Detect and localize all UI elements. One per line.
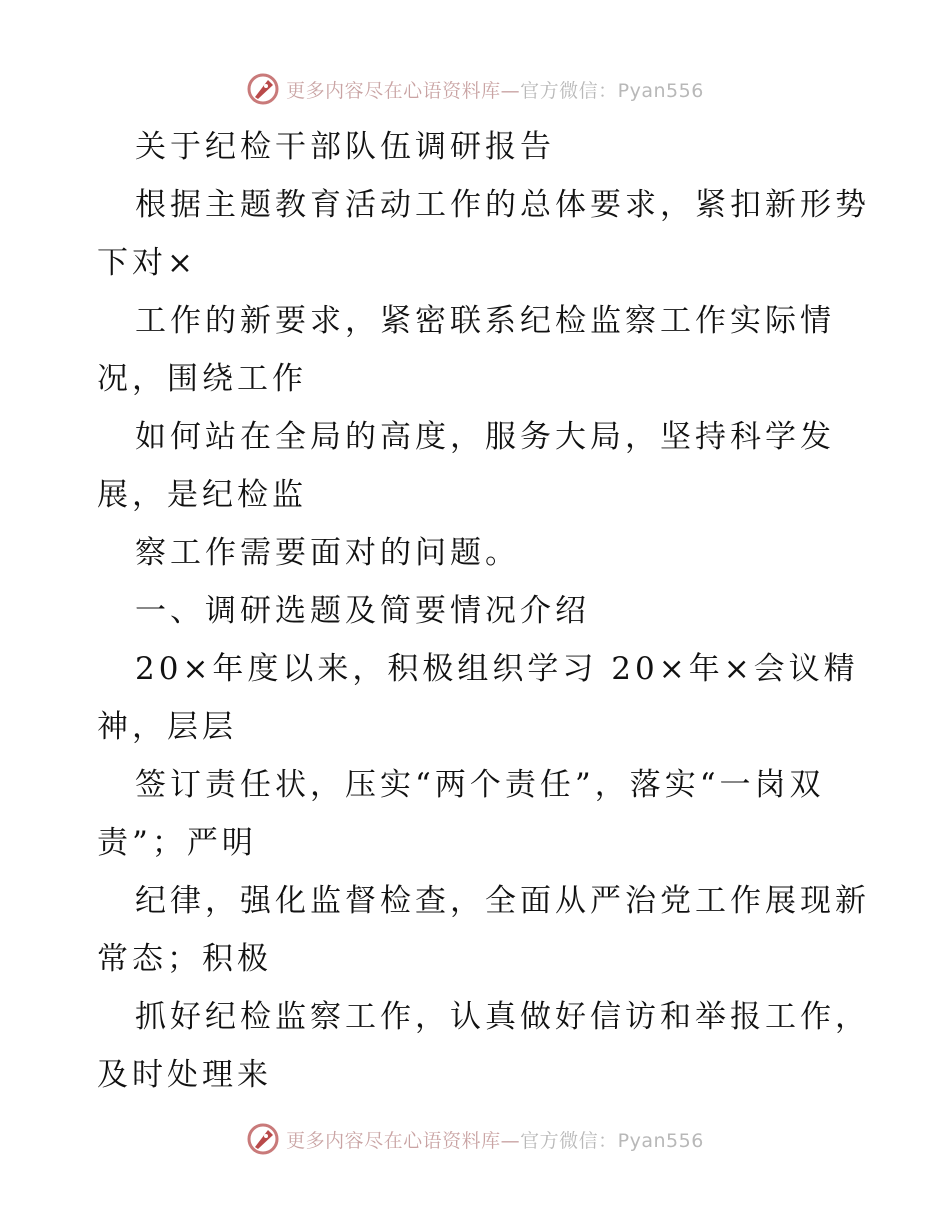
text-line: 常态；积极	[97, 941, 272, 977]
text-line: 根据主题教育活动工作的总体要求，紧扣新形势	[135, 187, 870, 223]
section-heading: 一、调研选题及简要情况介绍	[135, 593, 590, 629]
watermark-text: 更多内容尽在心语资料库—官方微信：Pyan556	[286, 79, 704, 102]
text-line: 况，围绕工作	[97, 361, 307, 397]
text-line: 如何站在全局的高度，服务大局，坚持科学发	[135, 419, 835, 455]
watermark-text: 更多内容尽在心语资料库—官方微信：Pyan556	[286, 1129, 704, 1152]
pen-nib-logo-icon	[246, 72, 280, 106]
text-line: 责”；严明	[97, 825, 257, 861]
pen-nib-logo-icon	[246, 1122, 280, 1156]
text-line: 工作的新要求，紧密联系纪检监察工作实际情	[135, 303, 835, 339]
header-watermark	[0, 72, 950, 106]
text-line: 神，层层	[97, 709, 237, 745]
document-title: 关于纪检干部队伍调研报告	[135, 129, 555, 165]
text-line: 签订责任状，压实“两个责任”，落实“一岗双	[135, 767, 825, 803]
text-line: 20×年度以来，积极组织学习 20×年×会议精	[135, 651, 859, 687]
text-line: 察工作需要面对的问题。	[135, 535, 520, 571]
text-line: 纪律，强化监督检查，全面从严治党工作展现新	[135, 883, 870, 919]
footer-watermark	[0, 1122, 950, 1156]
document-body	[97, 118, 870, 1104]
text-line: 下对×	[97, 245, 197, 281]
text-line: 及时处理来	[97, 1057, 272, 1093]
text-line: 抓好纪检监察工作，认真做好信访和举报工作，	[135, 999, 870, 1035]
text-line: 展，是纪检监	[97, 477, 307, 513]
